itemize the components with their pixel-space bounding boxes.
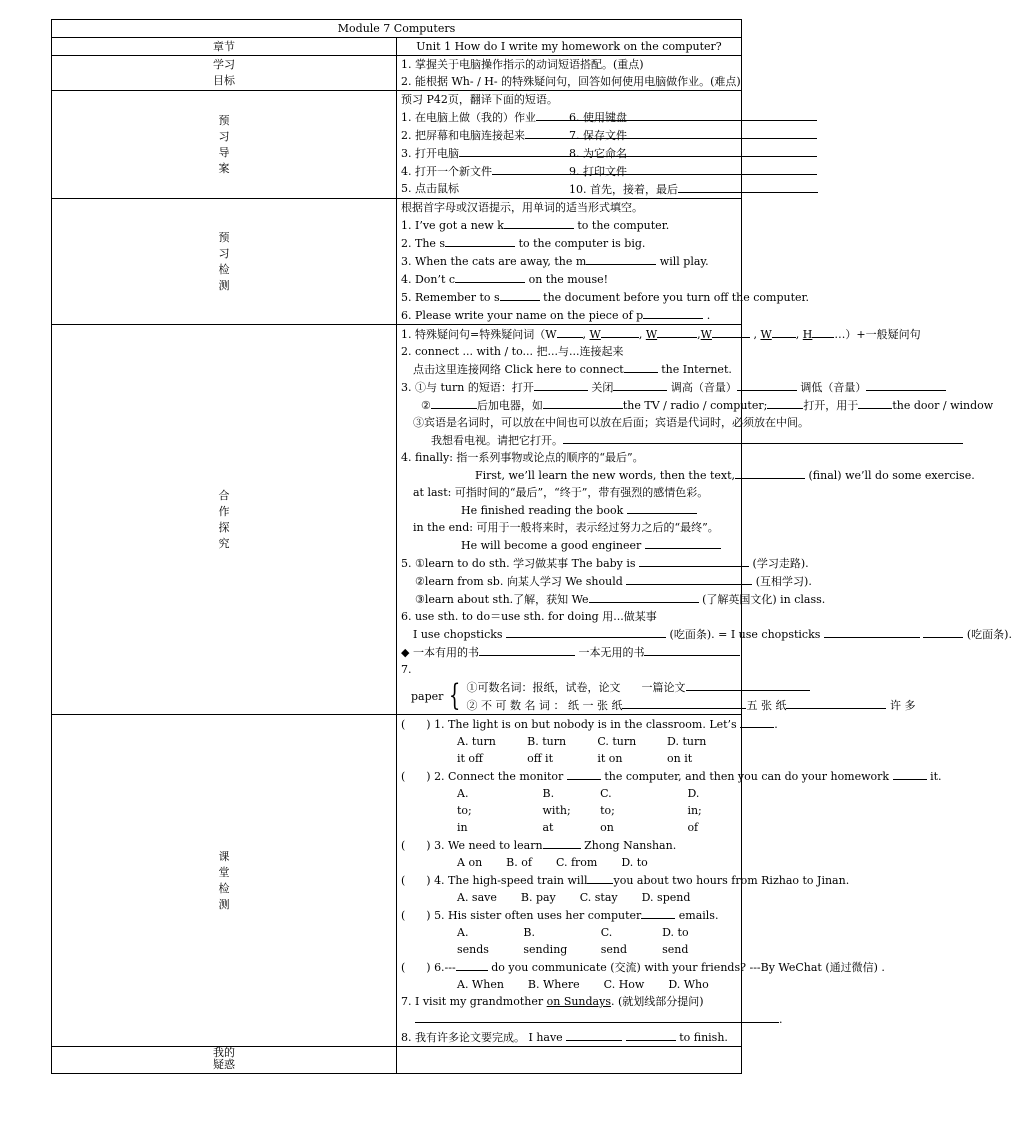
- fill-item: 1. I’ve got a new k to the computer.: [401, 216, 737, 234]
- brace-icon: {: [449, 678, 461, 713]
- worksheet-table: [51, 19, 1012, 1074]
- question-options: A. to; in B. with; at C. to; on D. in; of: [457, 787, 702, 834]
- preview-guide-label: 预习导案: [52, 91, 397, 199]
- question: ( ) 4. The high-speed train will you about two hours from Rizhao to Jinan.: [401, 871, 737, 889]
- answer-blank[interactable]: [626, 1028, 676, 1041]
- explore-line: ②learn from sb. 向某人学习 We should (互相学习).: [401, 572, 737, 590]
- phrase-item: 3. 打开电脑: [401, 144, 569, 162]
- goal-line: 1. 掌握关于电脑操作指示的动词短语搭配。(重点): [401, 58, 644, 71]
- goal-line: 2. 能根据 Wh- / H- 的特殊疑问句，回答如何使用电脑做作业。(难点): [401, 75, 741, 88]
- phrase-item: 8. 为它命名: [569, 144, 737, 162]
- answer-blank[interactable]: [566, 1028, 622, 1041]
- fill-item: 3. When the cats are away, the m will play.: [401, 252, 737, 270]
- answer-blank[interactable]: [644, 643, 740, 656]
- answer-blank[interactable]: [613, 378, 667, 391]
- explore-line: ② 后加电器，如 the TV / radio / computer; 打开，用于 the door / window: [401, 396, 737, 414]
- explore-line: in the end: 可用于一般将来时，表示经过努力之后的“最终”。: [413, 521, 719, 534]
- phrase-item: 2. 把屏幕和电脑连接起来: [401, 126, 569, 144]
- phrase-columns: [401, 108, 737, 198]
- explore-line: 2. connect ... with / to... 把...与...连接起来: [401, 345, 624, 358]
- chapter-row: [52, 38, 742, 56]
- explore-line: 我想看电视。请把它打开。: [401, 431, 737, 449]
- unit-title: Unit 1 How do I write my homework on the computer?: [397, 38, 742, 56]
- fill-item: 4. Don’t c on the mouse!: [401, 270, 737, 288]
- explore-label: 合作探究: [52, 325, 397, 715]
- answer-blank[interactable]: [866, 378, 946, 391]
- question: ( ) 5. His sister often uses her computer emails.: [401, 906, 737, 924]
- answer-blank[interactable]: [445, 234, 515, 247]
- explore-line: 4. finally: 指一系列事物或论点的顺序的“最后”。: [401, 451, 644, 464]
- explore-line: ③learn about sth.了解，获知 We (了解英国文化) in class.: [401, 590, 737, 608]
- doubts-content[interactable]: [397, 1047, 742, 1074]
- goals-row: [52, 56, 742, 91]
- question: ( ) 2. Connect the monitor the computer, and then you can do your homework it.: [401, 767, 737, 785]
- preview-guide-row: [52, 91, 742, 199]
- preview-check-label: 预习检测: [52, 199, 397, 325]
- answer-blank[interactable]: [645, 536, 721, 549]
- answer-blank[interactable]: [506, 625, 666, 638]
- question: 8. 我有许多论文要完成。 I have to finish.: [401, 1028, 737, 1046]
- answer-blank[interactable]: [812, 325, 834, 338]
- fill-item: 6. Please write your name on the piece of p .: [401, 306, 737, 324]
- chapter-label: 章节: [52, 38, 397, 56]
- answer-blank[interactable]: [712, 325, 750, 338]
- answer-blank[interactable]: [627, 501, 697, 514]
- answer-blank[interactable]: [824, 625, 920, 638]
- phrase-left-column: [401, 108, 569, 198]
- explore-line: I use chopsticks (吃面条). = I use chopsticks (吃面条).: [401, 625, 737, 643]
- class-check-content: [397, 715, 942, 1047]
- explore-line: 7.: [401, 663, 412, 676]
- answer-blank[interactable]: [737, 378, 797, 391]
- answer-blank[interactable]: [624, 360, 658, 373]
- phrase-item: 5. 点击鼠标: [401, 182, 459, 195]
- explore-line: ◆ 一本有用的书 一本无用的书: [401, 643, 737, 661]
- answer-blank[interactable]: [893, 767, 927, 780]
- explore-row: [52, 325, 742, 715]
- answer-blank[interactable]: [735, 466, 805, 479]
- answer-blank[interactable]: [767, 396, 803, 409]
- paper-note: [401, 678, 916, 714]
- explore-content: [397, 325, 1012, 715]
- answer-blank[interactable]: [500, 288, 540, 301]
- phrase-item: 7. 保存文件: [569, 126, 737, 144]
- answer-blank[interactable]: [563, 431, 963, 444]
- answer-blank[interactable]: [641, 906, 675, 919]
- fill-item: 2. The s to the computer is big.: [401, 234, 737, 252]
- answer-blank[interactable]: [786, 696, 886, 709]
- answer-blank[interactable]: [740, 715, 774, 728]
- goals-content: [397, 56, 742, 91]
- answer-blank[interactable]: [431, 396, 477, 409]
- preview-guide-intro: 预习 P42页，翻译下面的短语。: [401, 93, 558, 106]
- question-options: A. turn it off B. turn off it C. turn it on D. turn on it: [457, 735, 707, 765]
- question-options: A. sends B. sending C. send D. to send: [457, 926, 689, 956]
- question-options: A on B. of C. from D. to: [457, 856, 648, 869]
- answer-blank[interactable]: [456, 958, 488, 971]
- phrase-item: 10. 首先，接着，最后: [569, 180, 737, 198]
- explore-line: First, we’ll learn the new words, then the text, (final) we’ll do some exercise.: [401, 466, 737, 484]
- explore-line: 1. 特殊疑问句=特殊疑问词（W , W , W ,W , W , H …）+一般疑问句: [401, 325, 737, 343]
- explore-line: He finished reading the book: [401, 501, 737, 519]
- answer-blank[interactable]: [627, 108, 817, 121]
- answer-blank[interactable]: [657, 325, 697, 338]
- module-title: Module 7 Computers: [52, 20, 742, 38]
- answer-blank[interactable]: [589, 590, 699, 603]
- explore-line: He will become a good engineer: [401, 536, 737, 554]
- answer-blank[interactable]: [587, 871, 613, 884]
- answer-blank[interactable]: [479, 643, 575, 656]
- explore-line: ③宾语是名词时，可以放在中间也可以放在后面；宾语是代词时，必须放在中间。: [413, 416, 809, 429]
- question: ( ) 6.--- do you communicate (交流) with your friends? ---By WeChat (通过微信) .: [401, 958, 737, 976]
- class-check-label: 课堂检测: [52, 715, 397, 1047]
- question-options: A. When B. Where C. How D. Who: [457, 978, 709, 991]
- answer-blank[interactable]: [557, 325, 583, 338]
- answer-blank[interactable]: [586, 252, 656, 265]
- doubts-label: 我的疑惑: [52, 1047, 397, 1074]
- paper-uncountable: ② 不 可 数 名 词 ： 纸 一 张 纸 五 张 纸 许 多: [467, 696, 916, 714]
- answer-blank[interactable]: [567, 767, 601, 780]
- answer-blank[interactable]: [923, 625, 963, 638]
- phrase-item: 4. 打开一个新文件: [401, 162, 569, 180]
- phrase-right-column: [569, 108, 737, 198]
- paper-word: paper: [411, 689, 444, 703]
- answer-blank[interactable]: [686, 678, 810, 691]
- phrase-item: 6. 使用键盘: [569, 108, 737, 126]
- question: ( ) 3. We need to learn Zhong Nanshan.: [401, 836, 737, 854]
- answer-blank[interactable]: [543, 396, 623, 409]
- answer-blank[interactable]: [415, 1010, 779, 1023]
- explore-line: 点击这里连接网络 Click here to connect the Internet.: [401, 360, 737, 378]
- preview-check-content: [397, 199, 810, 325]
- answer-blank[interactable]: [504, 216, 574, 229]
- explore-line: at last: 可指时间的“最后”，“终于”，带有强烈的感情色彩。: [413, 486, 709, 499]
- answer-blank[interactable]: [772, 325, 796, 338]
- phrase-item: 1. 在电脑上做（我的）作业: [401, 108, 569, 126]
- explore-line: 5. ①learn to do sth. 学习做某事 The baby is (学习走路).: [401, 554, 737, 572]
- answer-blank[interactable]: [639, 554, 749, 567]
- answer-blank[interactable]: [627, 162, 817, 175]
- question: ( ) 1. The light is on but nobody is in the classroom. Let’s .: [401, 715, 737, 733]
- answer-blank[interactable]: [622, 696, 746, 709]
- goals-label: 学习目标: [52, 56, 397, 91]
- explore-line: 6. use sth. to do＝use sth. for doing 用...做某事: [401, 610, 657, 623]
- answer-blank[interactable]: [455, 270, 525, 283]
- doubts-row: [52, 1047, 742, 1074]
- answer-blank[interactable]: [543, 836, 581, 849]
- answer-blank[interactable]: [643, 306, 703, 319]
- question-options: A. save B. pay C. stay D. spend: [457, 891, 691, 904]
- phrase-item: 9. 打印文件: [569, 162, 737, 180]
- answer-blank[interactable]: [626, 572, 752, 585]
- answer-line: .: [401, 1010, 737, 1028]
- preview-check-intro: 根据首字母或汉语提示，用单词的适当形式填空。: [401, 201, 643, 214]
- preview-guide-content: [397, 91, 742, 199]
- fill-item: 5. Remember to s the document before you turn off the computer.: [401, 288, 737, 306]
- preview-check-row: [52, 199, 742, 325]
- class-check-row: [52, 715, 742, 1047]
- module-row: [52, 20, 742, 38]
- answer-blank[interactable]: [858, 396, 892, 409]
- answer-blank[interactable]: [534, 378, 588, 391]
- paper-countable: ①可数名词：报纸，试卷，论文 一篇论文: [467, 678, 916, 696]
- question: 7. I visit my grandmother on Sundays. (就划线部分提问): [401, 995, 704, 1008]
- answer-blank[interactable]: [601, 325, 639, 338]
- answer-blank[interactable]: [678, 180, 818, 193]
- explore-line: 3. ①与 turn 的短语：打开 关闭 调高（音量） 调低（音量）: [401, 378, 737, 396]
- worksheet: [51, 19, 1012, 1074]
- answer-blank[interactable]: [627, 126, 817, 139]
- answer-blank[interactable]: [627, 144, 817, 157]
